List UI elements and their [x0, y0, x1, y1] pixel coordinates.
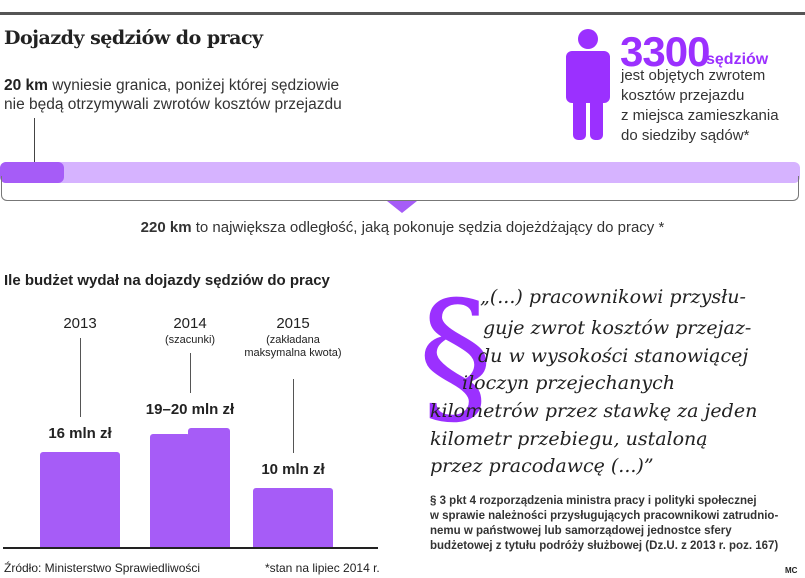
quote-line: du w wysokości stanowiącej [478, 345, 749, 367]
judges-line: do siedziby sądów* [621, 127, 750, 144]
year-note: (szacunki) [164, 334, 216, 346]
quote-line: kilometrów przez stawkę za jeden [430, 400, 758, 422]
judges-unit: sędziów [706, 51, 769, 68]
judges-line: z miejsca zamieszkania [621, 107, 779, 124]
year-note: (zakładana maksymalna kwota) [244, 334, 342, 359]
source-note: Źródło: Ministerstwo Sprawiedliwości [4, 561, 201, 575]
judges-description [621, 66, 779, 146]
quote-line: „(...) pracownikowi przysłu- [480, 286, 746, 308]
limit-leader-line [34, 118, 35, 168]
year-label: 2013 [63, 315, 97, 332]
quote-line: iloczyn przejechanych [462, 372, 675, 394]
judges-line: kosztów przejazdu [621, 87, 745, 104]
value-label: 10 mln zł [261, 461, 325, 478]
max-distance-label: to największa odległość, jaką pokonuje sędzia dojeżdżający do pracy * [195, 219, 665, 236]
limit-line2: nie będą otrzymywali zwrotów kosztów przejazdu [4, 96, 342, 113]
quote-line: guje zwrot kosztów przejaz- [483, 317, 752, 339]
limit-text [4, 76, 342, 114]
top-rule [0, 12, 805, 15]
citation-line: budżetowej z tytułu podróży służbowej (Dz.U. z 2013 r. poz. 167) [430, 540, 779, 552]
citation-line: § 3 pkt 4 rozporządzenia ministra pracy i polityki społecznej [430, 495, 757, 507]
citation [430, 494, 778, 554]
person-icon [563, 28, 613, 140]
bar-2015 [253, 488, 333, 548]
year-label: 2015 [276, 315, 310, 332]
citation-line: nemu w państwowej lub samorządowej jednostce sfery [430, 525, 732, 537]
bar-2014-high [188, 428, 230, 548]
pointer-triangle [387, 201, 417, 213]
judges-count: 3300 [620, 28, 710, 75]
paragraph-icon: § [418, 270, 493, 444]
value-label: 16 mln zł [48, 425, 112, 442]
judges-line: jest objętych zwrotem [621, 67, 766, 84]
limit-line1: wyniesie granica, poniżej której sędziowie [52, 77, 340, 94]
max-distance-text [0, 219, 805, 236]
leader-line [293, 379, 294, 453]
quote-line: kilometr przebiegu, ustaloną [430, 428, 708, 450]
max-distance-value: 220 km [140, 219, 192, 236]
year-label: 2014 [173, 315, 207, 332]
quote-line: przez pracodawcę (...)” [430, 455, 654, 477]
limit-value: 20 km [4, 77, 48, 94]
chart-title: Ile budżet wydał na dojazdy sędziów do pracy [4, 272, 330, 289]
bar-2013 [40, 452, 120, 548]
leader-line [80, 338, 81, 417]
leader-line [190, 353, 191, 393]
page-title: Dojazdy sędziów do pracy [4, 27, 263, 49]
distance-bracket [1, 176, 799, 201]
chart-baseline [3, 547, 378, 549]
value-label: 19–20 mln zł [145, 401, 235, 418]
citation-line: w sprawie należności przysługujących pracownikowi zatrudnio- [430, 510, 779, 522]
date-note: *stan na lipiec 2014 r. [265, 561, 380, 575]
bar-2014-low [150, 434, 190, 548]
credit: MC [785, 566, 798, 575]
